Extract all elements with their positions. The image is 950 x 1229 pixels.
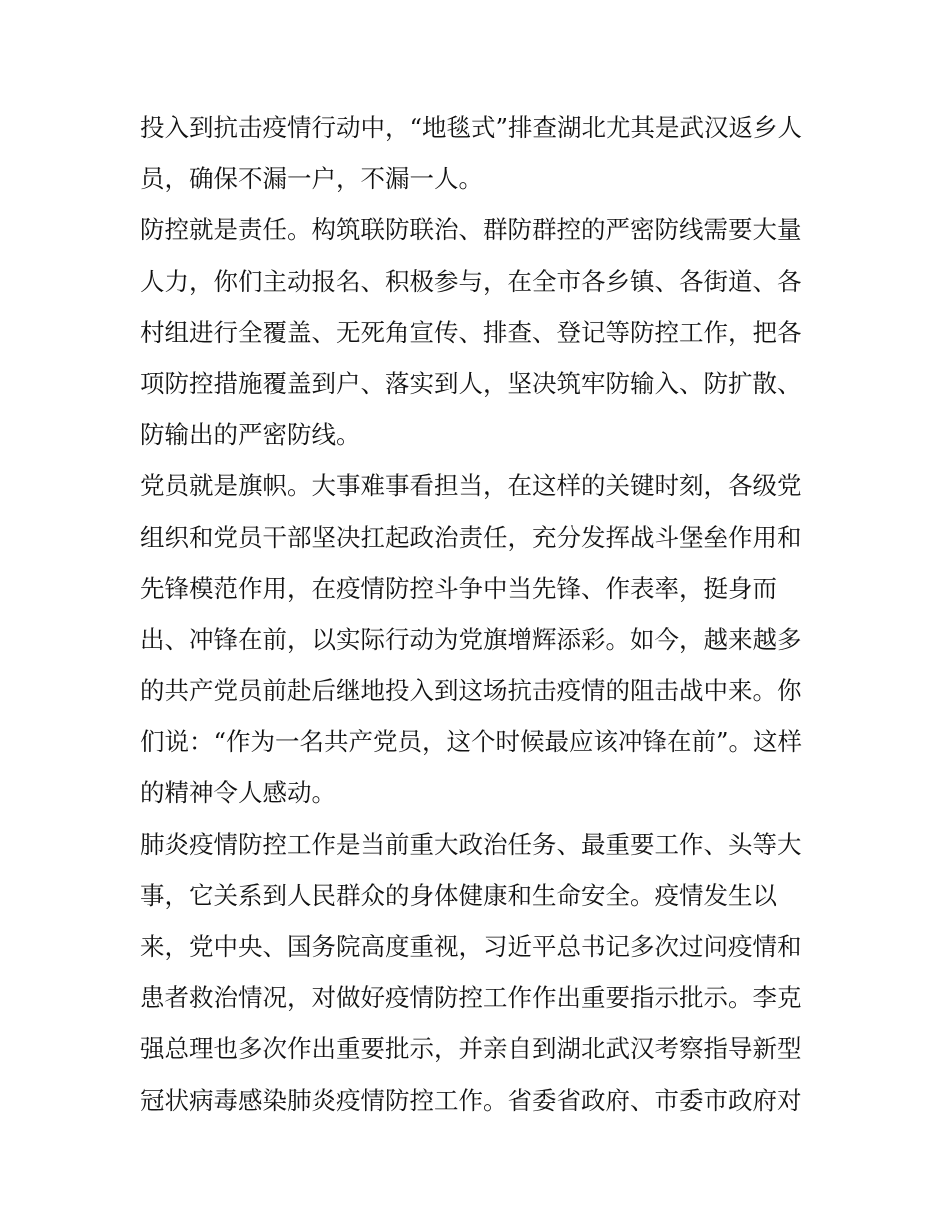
text-line: 出、冲锋在前，以实际行动为党旗增辉添彩。如今，越来越多 — [140, 624, 802, 654]
text-line: 事，它关系到人民群众的身体健康和生命安全。疫情发生以 — [140, 880, 777, 910]
text-line: 们说：“作为一名共产党员，这个时候最应该冲锋在前”。这样 — [140, 727, 803, 757]
text-line: 的精神令人感动。 — [140, 778, 336, 808]
text-line: 来，党中央、国务院高度重视，习近平总书记多次过问疫情和 — [140, 932, 802, 961]
text-line: 的共产党员前赴后继地投入到这场抗击疫情的阻击战中来。你 — [140, 676, 802, 706]
text-line: 投入到抗击疫情行动中，“地毯式”排查湖北尤其是武汉返乡人 — [140, 113, 803, 142]
body-text — [140, 102, 820, 1126]
text-line: 党员就是旗帜。大事难事看担当，在这样的关键时刻，各级党 — [140, 471, 802, 501]
text-line: 组织和党员干部坚决扛起政治责任，充分发挥战斗堡垒作用和 — [140, 522, 802, 552]
text-line: 村组进行全覆盖、无死角宣传、排查、登记等防控工作，把各 — [140, 317, 802, 347]
text-line: 员，确保不漏一户，不漏一人。 — [140, 164, 483, 194]
text-line: 防输出的严密防线。 — [140, 420, 361, 450]
text-line: 先锋模范作用，在疫情防控斗争中当先锋、作表率，挺身而 — [140, 573, 777, 603]
text-line: 肺炎疫情防控工作是当前重大政治任务、最重要工作、头等大 — [140, 829, 802, 859]
text-line: 强总理也多次作出重要批示，并亲自到湖北武汉考察指导新型 — [140, 1034, 802, 1064]
text-line: 人力，你们主动报名、积极参与，在全市各乡镇、各街道、各 — [140, 266, 802, 296]
text-line: 防控就是责任。构筑联防联治、群防群控的严密防线需要大量 — [140, 215, 802, 245]
text-line: 冠状病毒感染肺炎疫情防控工作。省委省政府、市委市政府对 — [140, 1085, 802, 1115]
text-line: 项防控措施覆盖到户、落实到人，坚决筑牢防输入、防扩散、 — [140, 368, 802, 398]
text-line: 患者救治情况，对做好疫情防控工作作出重要指示批示。李克 — [140, 983, 802, 1013]
